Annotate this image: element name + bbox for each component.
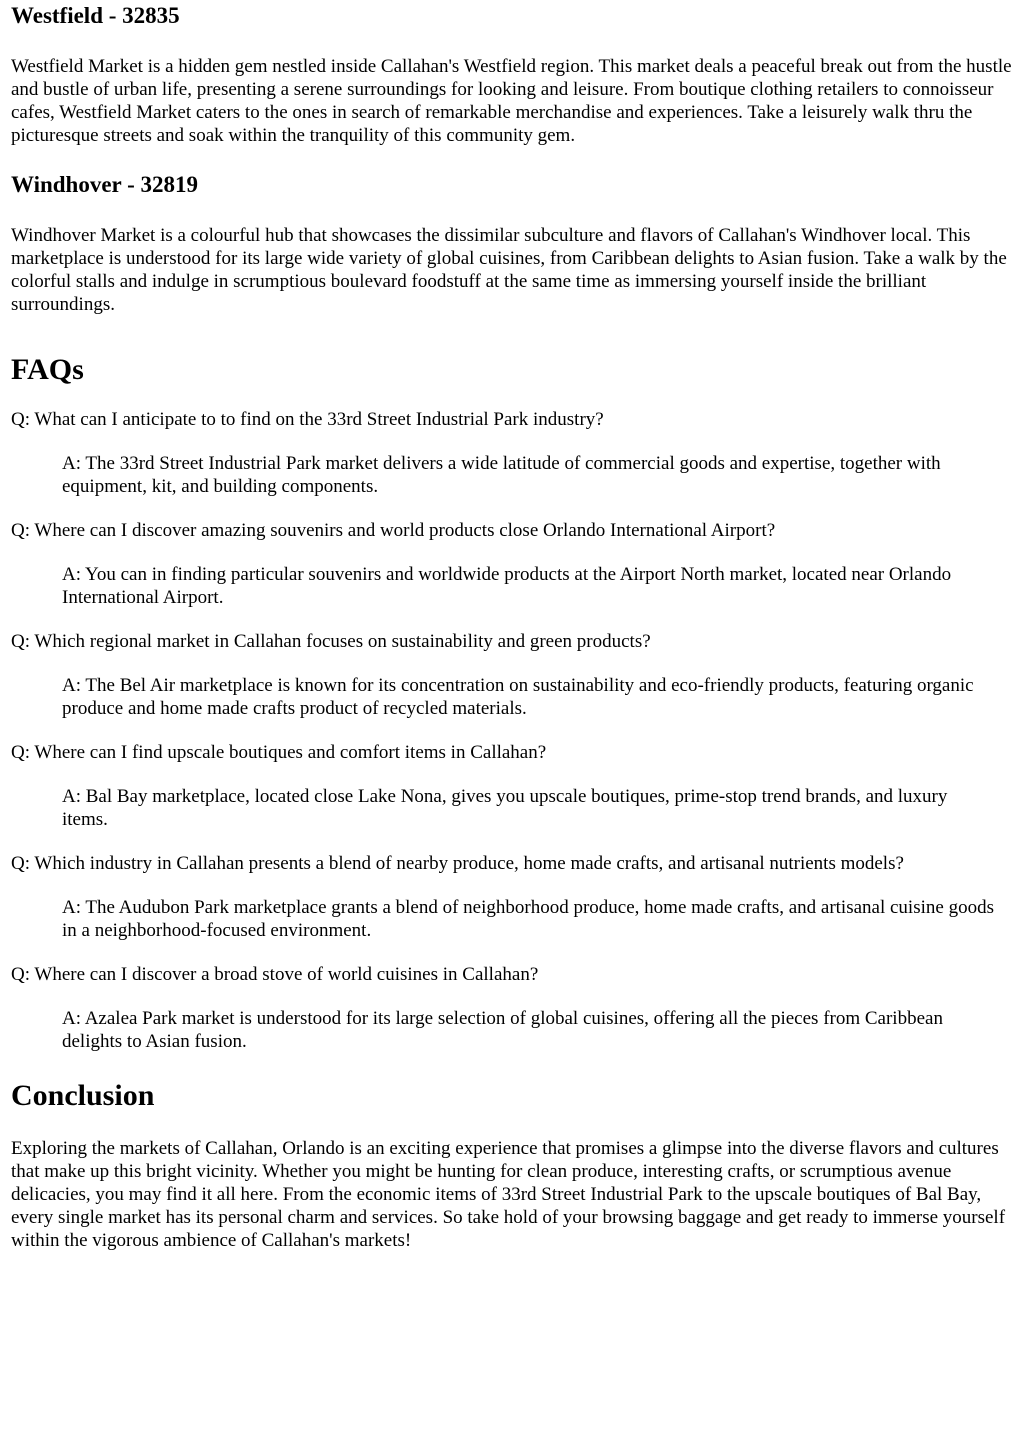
windhover-heading: Windhover - 32819 xyxy=(11,172,199,197)
conclusion-paragraph: Exploring the markets of Callahan, Orlando is an exciting experience that promises a glimpse into the diverse flavors and cultures that make up this bright vicinity. Whether you might be hunting for clean produce, interesting crafts, or scrumptious avenue delicacies, you may find it all here. From the economic items of 33rd Street Industrial Park to the upscale boutiques of Bal Bay, every single market has its personal charm and services. So take hold of your browsing baggage and get ready to immerse yourself within the vigorous ambience of Callahan's markets! xyxy=(11,1138,1006,1251)
faq-question: Q: Which regional market in Callahan focuses on sustainability and green products? xyxy=(11,631,651,652)
faq-question: Q: Which industry in Callahan presents a blend of nearby produce, home made crafts, and artisanal nutrients models? xyxy=(11,853,904,874)
windhover-paragraph: Windhover Market is a colourful hub that showcases the dissimilar subculture and flavors of Callahan's Windhover local. This marketplace is understood for its large wide variety of global cuisines, from Caribbean delights to Asian fusion. Take a walk by the colorful stalls and indulge in scrumptious boulevard foodstuff at the same time as immersing yourself inside the brilliant surroundings. xyxy=(11,225,1007,315)
faq-answer: A: The Audubon Park marketplace grants a blend of neighborhood produce, home made crafts, and artisanal cuisine goods in a neighborhood-focused environment. xyxy=(62,897,994,941)
faq-item xyxy=(11,630,1014,720)
faq-question: Q: Where can I discover a broad stove of world cuisines in Callahan? xyxy=(11,964,539,985)
faq-item xyxy=(11,519,1014,609)
faq-answer: A: Azalea Park market is understood for its large selection of global cuisines, offering all the pieces from Caribbean delights to Asian fusion. xyxy=(62,1008,943,1052)
faq-item xyxy=(11,963,1014,1053)
conclusion-heading: Conclusion xyxy=(11,1079,155,1112)
faq-list xyxy=(11,408,1014,1053)
faq-question: Q: Where can I discover amazing souvenirs and world products close Orlando International Airport? xyxy=(11,520,776,541)
faq-answer: A: Bal Bay marketplace, located close Lake Nona, gives you upscale boutiques, prime-stop trend brands, and luxury items. xyxy=(62,786,948,830)
westfield-paragraph: Westfield Market is a hidden gem nestled inside Callahan's Westfield region. This market deals a peaceful break out from the hustle and bustle of urban life, presenting a serene surroundings for looking and leisure. From boutique clothing retailers to connoisseur cafes, Westfield Market caters to the ones in search of remarkable merchandise and experiences. Take a leisurely walk thru the picturesque streets and soak within the tranquility of this community gem. xyxy=(11,56,1012,146)
faqs-heading: FAQs xyxy=(11,353,84,386)
faq-item xyxy=(11,408,1014,498)
faq-question: Q: What can I anticipate to to find on the 33rd Street Industrial Park industry? xyxy=(11,409,604,430)
faq-answer: A: The Bel Air marketplace is known for its concentration on sustainability and eco-friendly products, featuring organic produce and home made crafts product of recycled materials. xyxy=(62,675,974,719)
faq-answer: A: You can in finding particular souvenirs and worldwide products at the Airport North market, located near Orlando International Airport. xyxy=(62,564,952,608)
westfield-heading: Westfield - 32835 xyxy=(11,3,180,28)
faq-question: Q: Where can I find upscale boutiques and comfort items in Callahan? xyxy=(11,742,547,763)
faq-item xyxy=(11,852,1014,942)
faq-item xyxy=(11,741,1014,831)
faq-answer: A: The 33rd Street Industrial Park market delivers a wide latitude of commercial goods and expertise, together with equipment, kit, and building components. xyxy=(62,453,941,497)
